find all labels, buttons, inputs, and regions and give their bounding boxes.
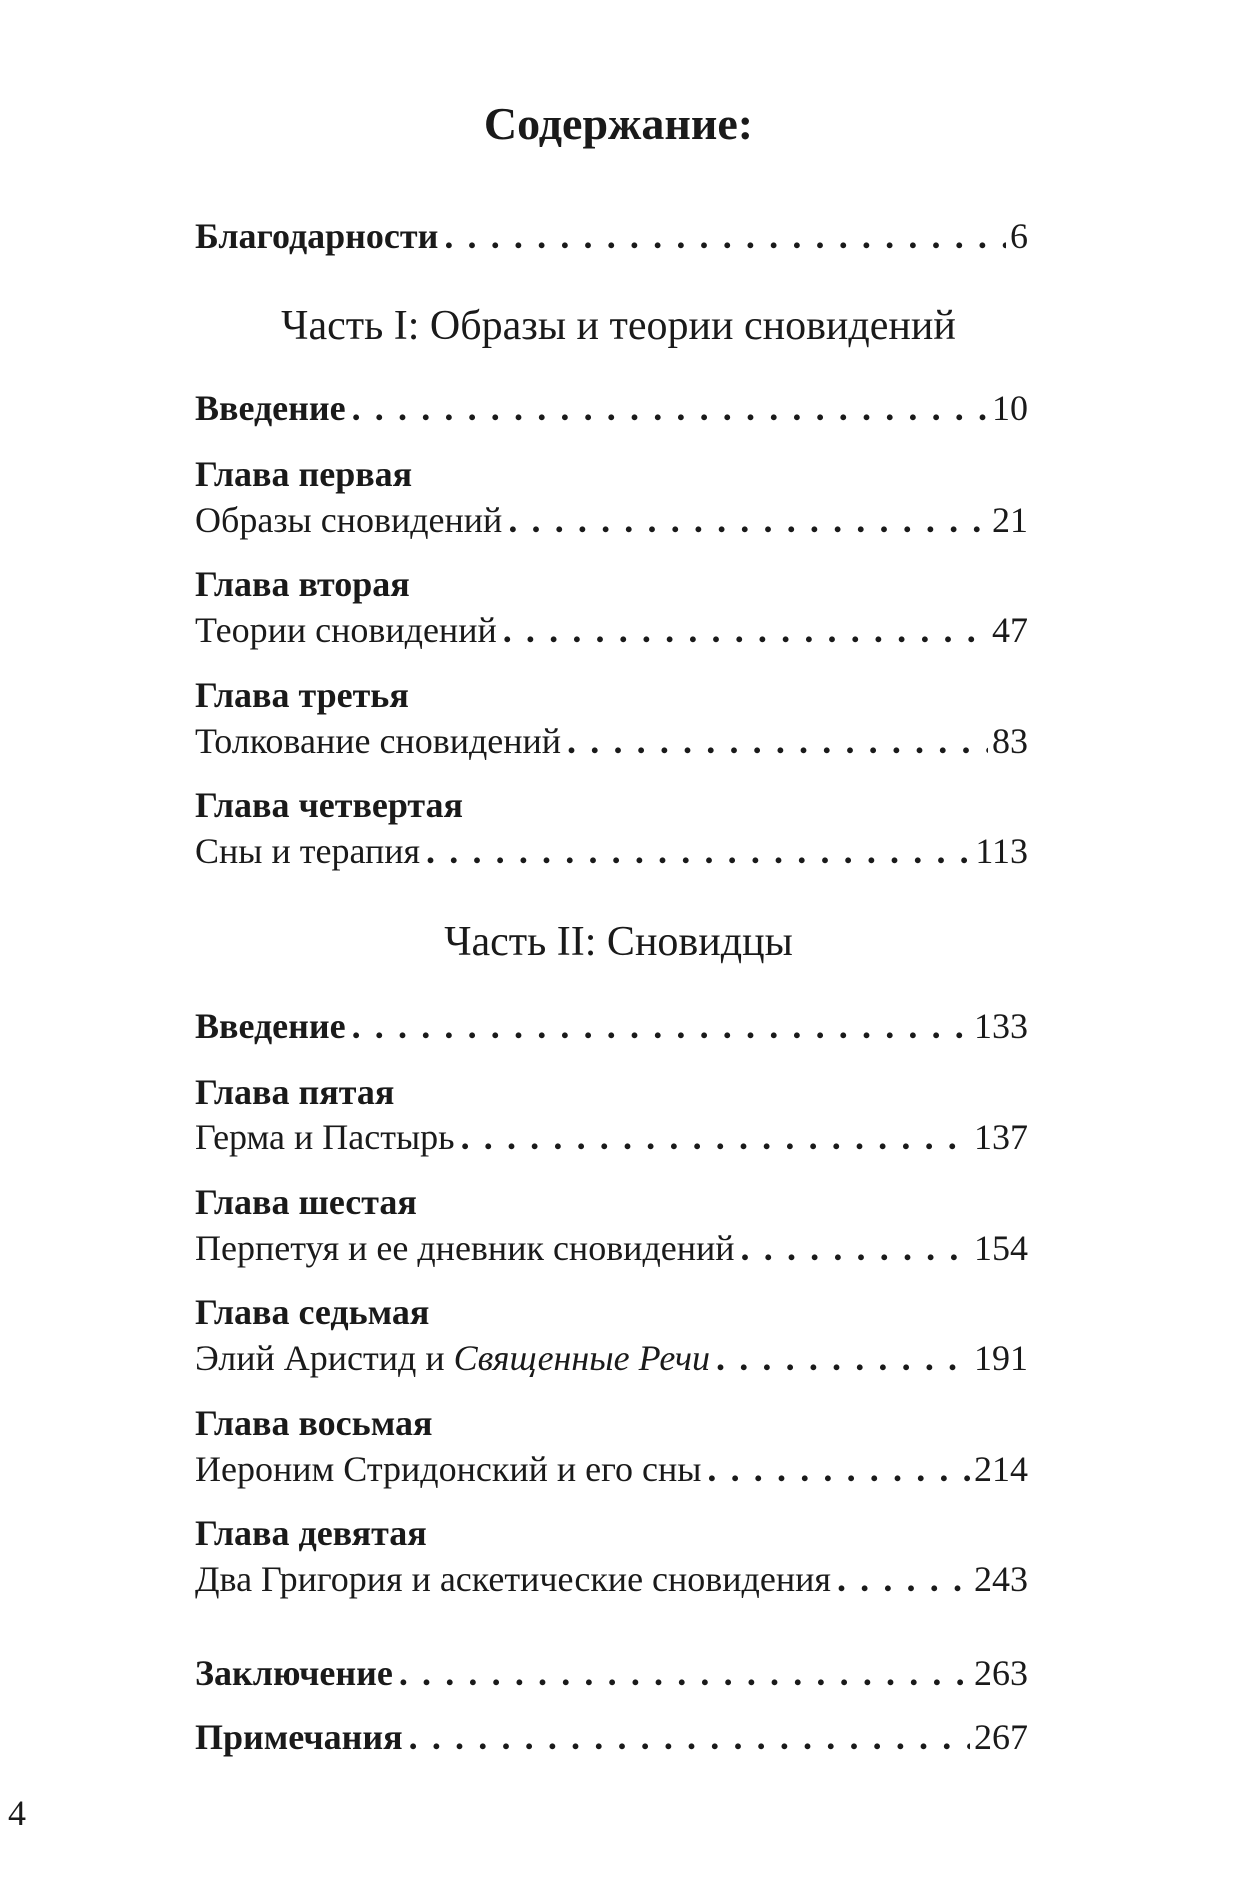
entry-title: Иероним Стридонский и его сны	[195, 1449, 702, 1489]
entry-label: Благодарности	[195, 216, 439, 256]
page-number: 154	[974, 1228, 1028, 1268]
chapter-label: Глава пятая	[195, 1072, 395, 1112]
page-folio-number: 4	[8, 1793, 26, 1833]
page-number: 263	[974, 1653, 1028, 1693]
page-number: 21	[992, 500, 1028, 540]
page-number: 10	[992, 388, 1028, 428]
entry-label: Примечания	[195, 1717, 403, 1757]
page-number: 6	[1010, 216, 1028, 256]
dot-leader	[741, 1225, 970, 1271]
page-number: 191	[974, 1338, 1028, 1378]
page-number: 133	[974, 1006, 1028, 1046]
page-number: 243	[974, 1559, 1028, 1599]
part-heading-2: Часть II: Сновидцы	[444, 919, 793, 965]
toc-entry-chapter-6[interactable]	[195, 1225, 1028, 1271]
page-number: 267	[974, 1717, 1028, 1757]
entry-title-plain: Элий Аристид и	[195, 1338, 454, 1378]
toc-entry-part1-intro[interactable]	[195, 385, 1028, 431]
dot-leader	[426, 828, 971, 874]
entry-title-italic: Священные Речи	[453, 1338, 711, 1378]
toc-entry-part2-intro[interactable]	[195, 1003, 1028, 1049]
chapter-label: Глава девятая	[195, 1513, 427, 1553]
chapter-label: Глава седьмая	[195, 1292, 430, 1332]
entry-title: Образы сновидений	[195, 500, 503, 540]
toc-entry-chapter-9[interactable]	[195, 1556, 1028, 1602]
toc-entry-chapter-5[interactable]	[195, 1114, 1028, 1160]
entry-label: Заключение	[195, 1653, 393, 1693]
dot-leader	[503, 607, 988, 653]
page-number: 113	[975, 831, 1028, 871]
dot-leader	[399, 1650, 970, 1696]
entry-title	[195, 1335, 710, 1381]
chapter-label: Глава шестая	[195, 1182, 417, 1222]
dot-leader	[508, 497, 988, 543]
toc-entry-chapter-3[interactable]	[195, 718, 1028, 764]
chapter-label: Глава четвертая	[195, 785, 464, 825]
chapter-label: Глава третья	[195, 675, 409, 715]
toc-entry-acknowledgements[interactable]	[195, 213, 1028, 259]
entry-label: Введение	[195, 388, 346, 428]
page-number: 47	[992, 610, 1028, 650]
entry-title: Сны и терапия	[195, 831, 421, 871]
page-number: 83	[992, 721, 1028, 761]
toc-entry-notes[interactable]	[195, 1714, 1028, 1760]
page-number: 214	[974, 1449, 1028, 1489]
entry-title: Теории сновидений	[195, 610, 497, 650]
page-number: 137	[974, 1117, 1028, 1157]
toc-entry-conclusion[interactable]	[195, 1650, 1028, 1696]
chapter-label: Глава вторая	[195, 564, 410, 604]
dot-leader	[716, 1335, 970, 1381]
dot-leader	[461, 1114, 970, 1160]
dot-leader	[352, 385, 988, 431]
toc-entry-chapter-1[interactable]	[195, 497, 1028, 543]
part-heading-1: Часть I: Образы и теории сновидений	[281, 303, 956, 349]
toc-entry-chapter-2[interactable]	[195, 607, 1028, 653]
dot-leader	[707, 1446, 970, 1492]
dot-leader	[409, 1714, 970, 1760]
chapter-label: Глава первая	[195, 454, 413, 494]
dot-leader	[352, 1003, 970, 1049]
entry-label: Введение	[195, 1006, 346, 1046]
entry-title: Перпетуя и ее дневник сновидений	[195, 1228, 735, 1268]
dot-leader	[444, 213, 1006, 259]
dot-leader	[837, 1556, 970, 1602]
entry-title: Герма и Пастырь	[195, 1117, 455, 1157]
page-title: Содержание:	[483, 98, 754, 149]
entry-title: Два Григория и аскетические сновидения	[195, 1559, 831, 1599]
dot-leader	[567, 718, 988, 764]
chapter-label: Глава восьмая	[195, 1403, 433, 1443]
toc-entry-chapter-4[interactable]	[195, 828, 1028, 874]
toc-entry-chapter-8[interactable]	[195, 1446, 1028, 1492]
toc-entry-chapter-7[interactable]	[195, 1335, 1028, 1381]
entry-title: Толкование сновидений	[195, 721, 562, 761]
